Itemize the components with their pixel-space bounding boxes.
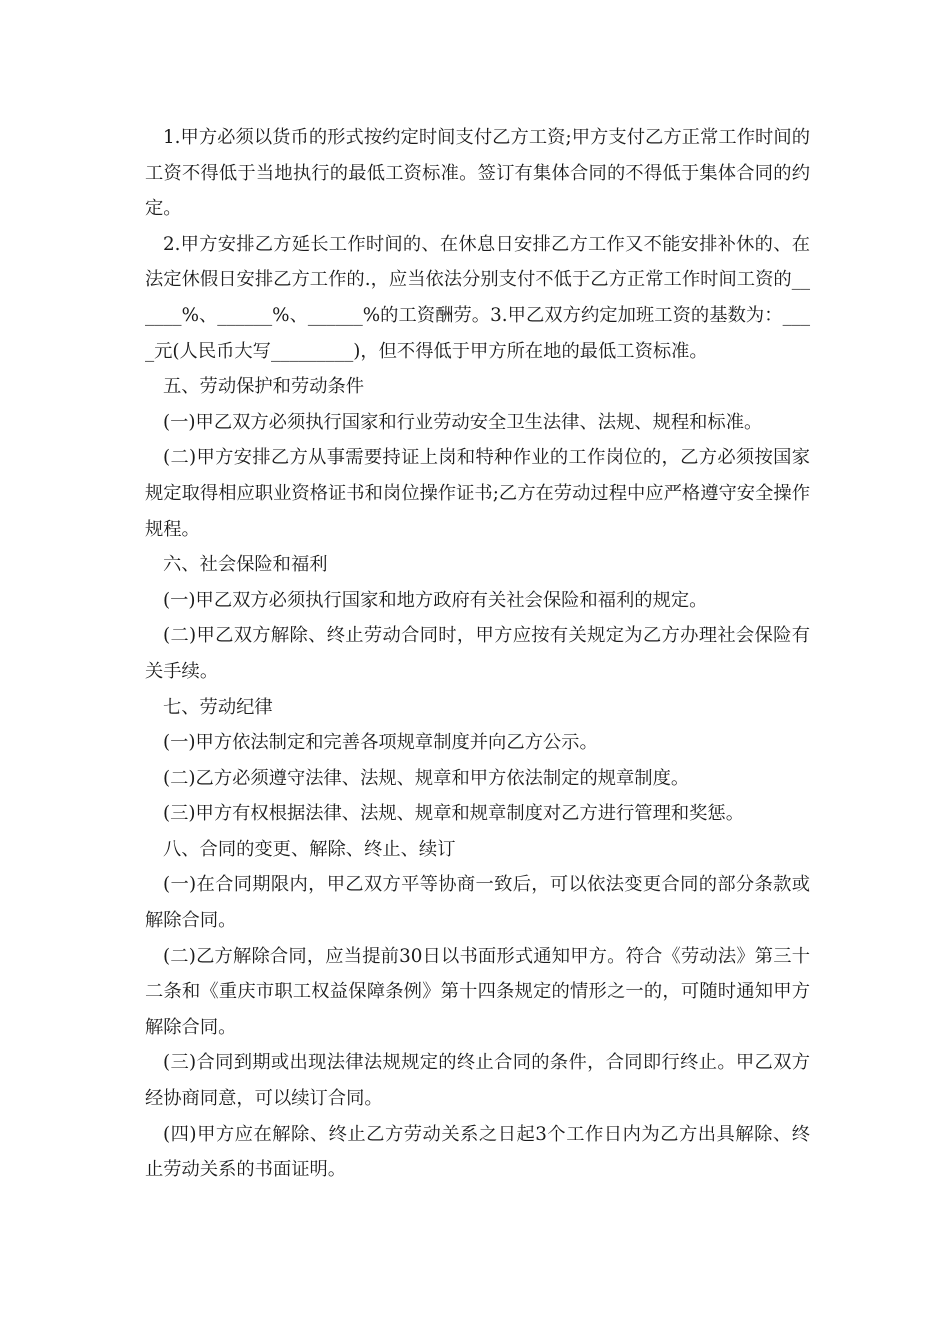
- paragraph-labor-protection-2: (二)甲方安排乙方从事需要持证上岗和特种作业的工作岗位的，乙方必须按国家规定取得相应职业资格证书和岗位操作证书;乙方在劳动过程中应严格遵守安全操作规程。: [145, 447, 810, 540]
- section-heading-labor-discipline: 七、劳动纪律: [163, 696, 273, 718]
- paragraph-contract-changes-2: (二)乙方解除合同，应当提前30日以书面形式通知甲方。符合《劳动法》第三十二条和《重庆市职工权益保障条例》第十四条规定的情形之一的，可随时通知甲方解除合同。: [145, 945, 810, 1038]
- paragraph-labor-discipline-1: (一)甲方依法制定和完善各项规章制度并向乙方公示。: [163, 732, 598, 754]
- paragraph-social-insurance-1: (一)甲乙双方必须执行国家和地方政府有关社会保险和福利的规定。: [163, 589, 708, 611]
- paragraph-contract-changes-4: (四)甲方应在解除、终止乙方劳动关系之日起3个工作日内为乙方出具解除、终止劳动关系的书面证明。: [145, 1123, 810, 1181]
- paragraph-labor-protection-1: (一)甲乙双方必须执行国家和行业劳动安全卫生法律、法规、规程和标准。: [163, 411, 763, 433]
- section-heading-social-insurance: 六、社会保险和福利: [163, 554, 328, 576]
- paragraph-social-insurance-2: (二)甲乙双方解除、终止劳动合同时，甲方应按有关规定为乙方办理社会保险有关手续。: [145, 625, 810, 682]
- section-heading-labor-protection: 五、劳动保护和劳动条件: [163, 376, 365, 398]
- paragraph-labor-discipline-2: (二)乙方必须遵守法律、法规、规章和甲方依法制定的规章制度。: [163, 767, 690, 789]
- paragraph-wage-payment: 1.甲方必须以货币的形式按约定时间支付乙方工资;甲方支付乙方正常工作时间的工资不得低于当地执行的最低工资标准。签订有集体合同的不得低于集体合同的约定。: [145, 127, 810, 220]
- paragraph-labor-discipline-3: (三)甲方有权根据法律、法规、规章和规章制度对乙方进行管理和奖惩。: [163, 803, 744, 825]
- paragraph-overtime-pay: 2.甲方安排乙方延长工作时间的、在休息日安排乙方工作又不能安排补休的、在法定休假日安排乙方工作的.，应当依法分别支付不低于乙方正常工作时间工资的______%、______%、______%的工资酬劳。3.甲乙双方约定加班工资的基数为：____元(人民币大写_________)，但不得低于甲方所在地的最低工资标准。: [145, 233, 810, 362]
- paragraph-contract-changes-3: (三)合同到期或出现法律法规规定的终止合同的条件，合同即行终止。甲乙双方经协商同意，可以续订合同。: [145, 1052, 810, 1110]
- section-heading-contract-changes: 八、合同的变更、解除、终止、续订: [163, 838, 456, 860]
- paragraph-contract-changes-1: (一)在合同期限内，甲乙双方平等协商一致后，可以依法变更合同的部分条款或解除合同。: [145, 874, 810, 932]
- document-body: [145, 120, 810, 1188]
